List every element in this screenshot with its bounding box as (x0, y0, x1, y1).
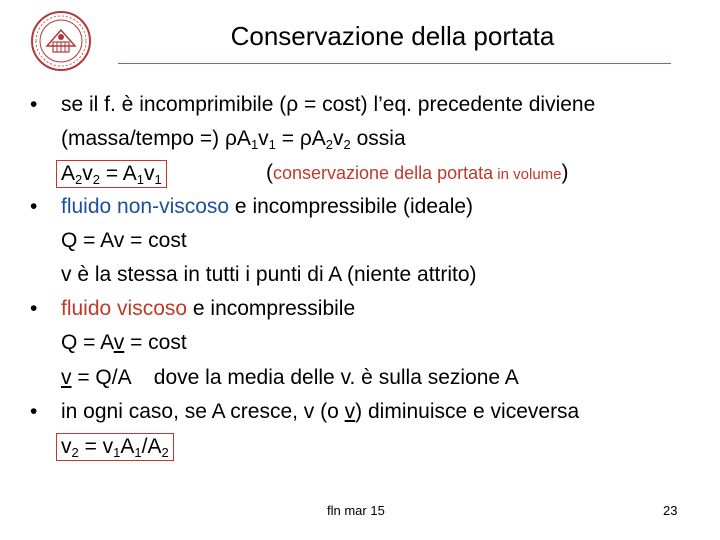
bullet-marker: • (30, 400, 38, 423)
bullet-3-line-3: v = Q/A dove la media delle v. è sulla sezione A (61, 366, 519, 389)
bullet-4-line-2 (61, 433, 174, 461)
bullet-2-line-3: v è la stessa in tutti i punti di A (niente attrito) (61, 263, 477, 286)
page-title: Conservazione della portata (230, 21, 555, 51)
page-number: 23 (663, 503, 678, 518)
continuity-equation-box: $A_2v_2 = A_1v_1$ (56, 160, 167, 188)
footer-text: fln mar 15 (327, 503, 385, 518)
bullet-3-line-1: fluido viscoso e incompressibile (61, 297, 356, 320)
bullet-3-line-2: Q = Av = cost (61, 331, 187, 354)
bullet-4-line-1: in ogni caso, se A cresce, v (o v) diminuisce e viceversa (61, 400, 580, 423)
bullet-1-line-2: (massa/tempo =) $\rho A_1v_1 = \rho A_2v_2$ ossia (61, 127, 406, 152)
bullet-1-line-1: se il f. è incomprimibile (ρ = cost) l’eq. precedente diviene (61, 93, 596, 116)
bullet-marker: • (30, 93, 38, 116)
bullet-1-line-3 (61, 160, 167, 188)
bullet-2-line-2: Q = Av = cost (61, 229, 187, 252)
bullet-marker: • (30, 297, 38, 320)
bullet-marker: • (30, 195, 38, 218)
velocity-ratio-box: $v_2 = v_1A_1/A_2$ (56, 433, 174, 461)
bullet-2-line-1: fluido non-viscoso e incompressibile (ideale) (61, 195, 474, 218)
conservation-note: (conservazione della portata in volume) (266, 161, 569, 184)
